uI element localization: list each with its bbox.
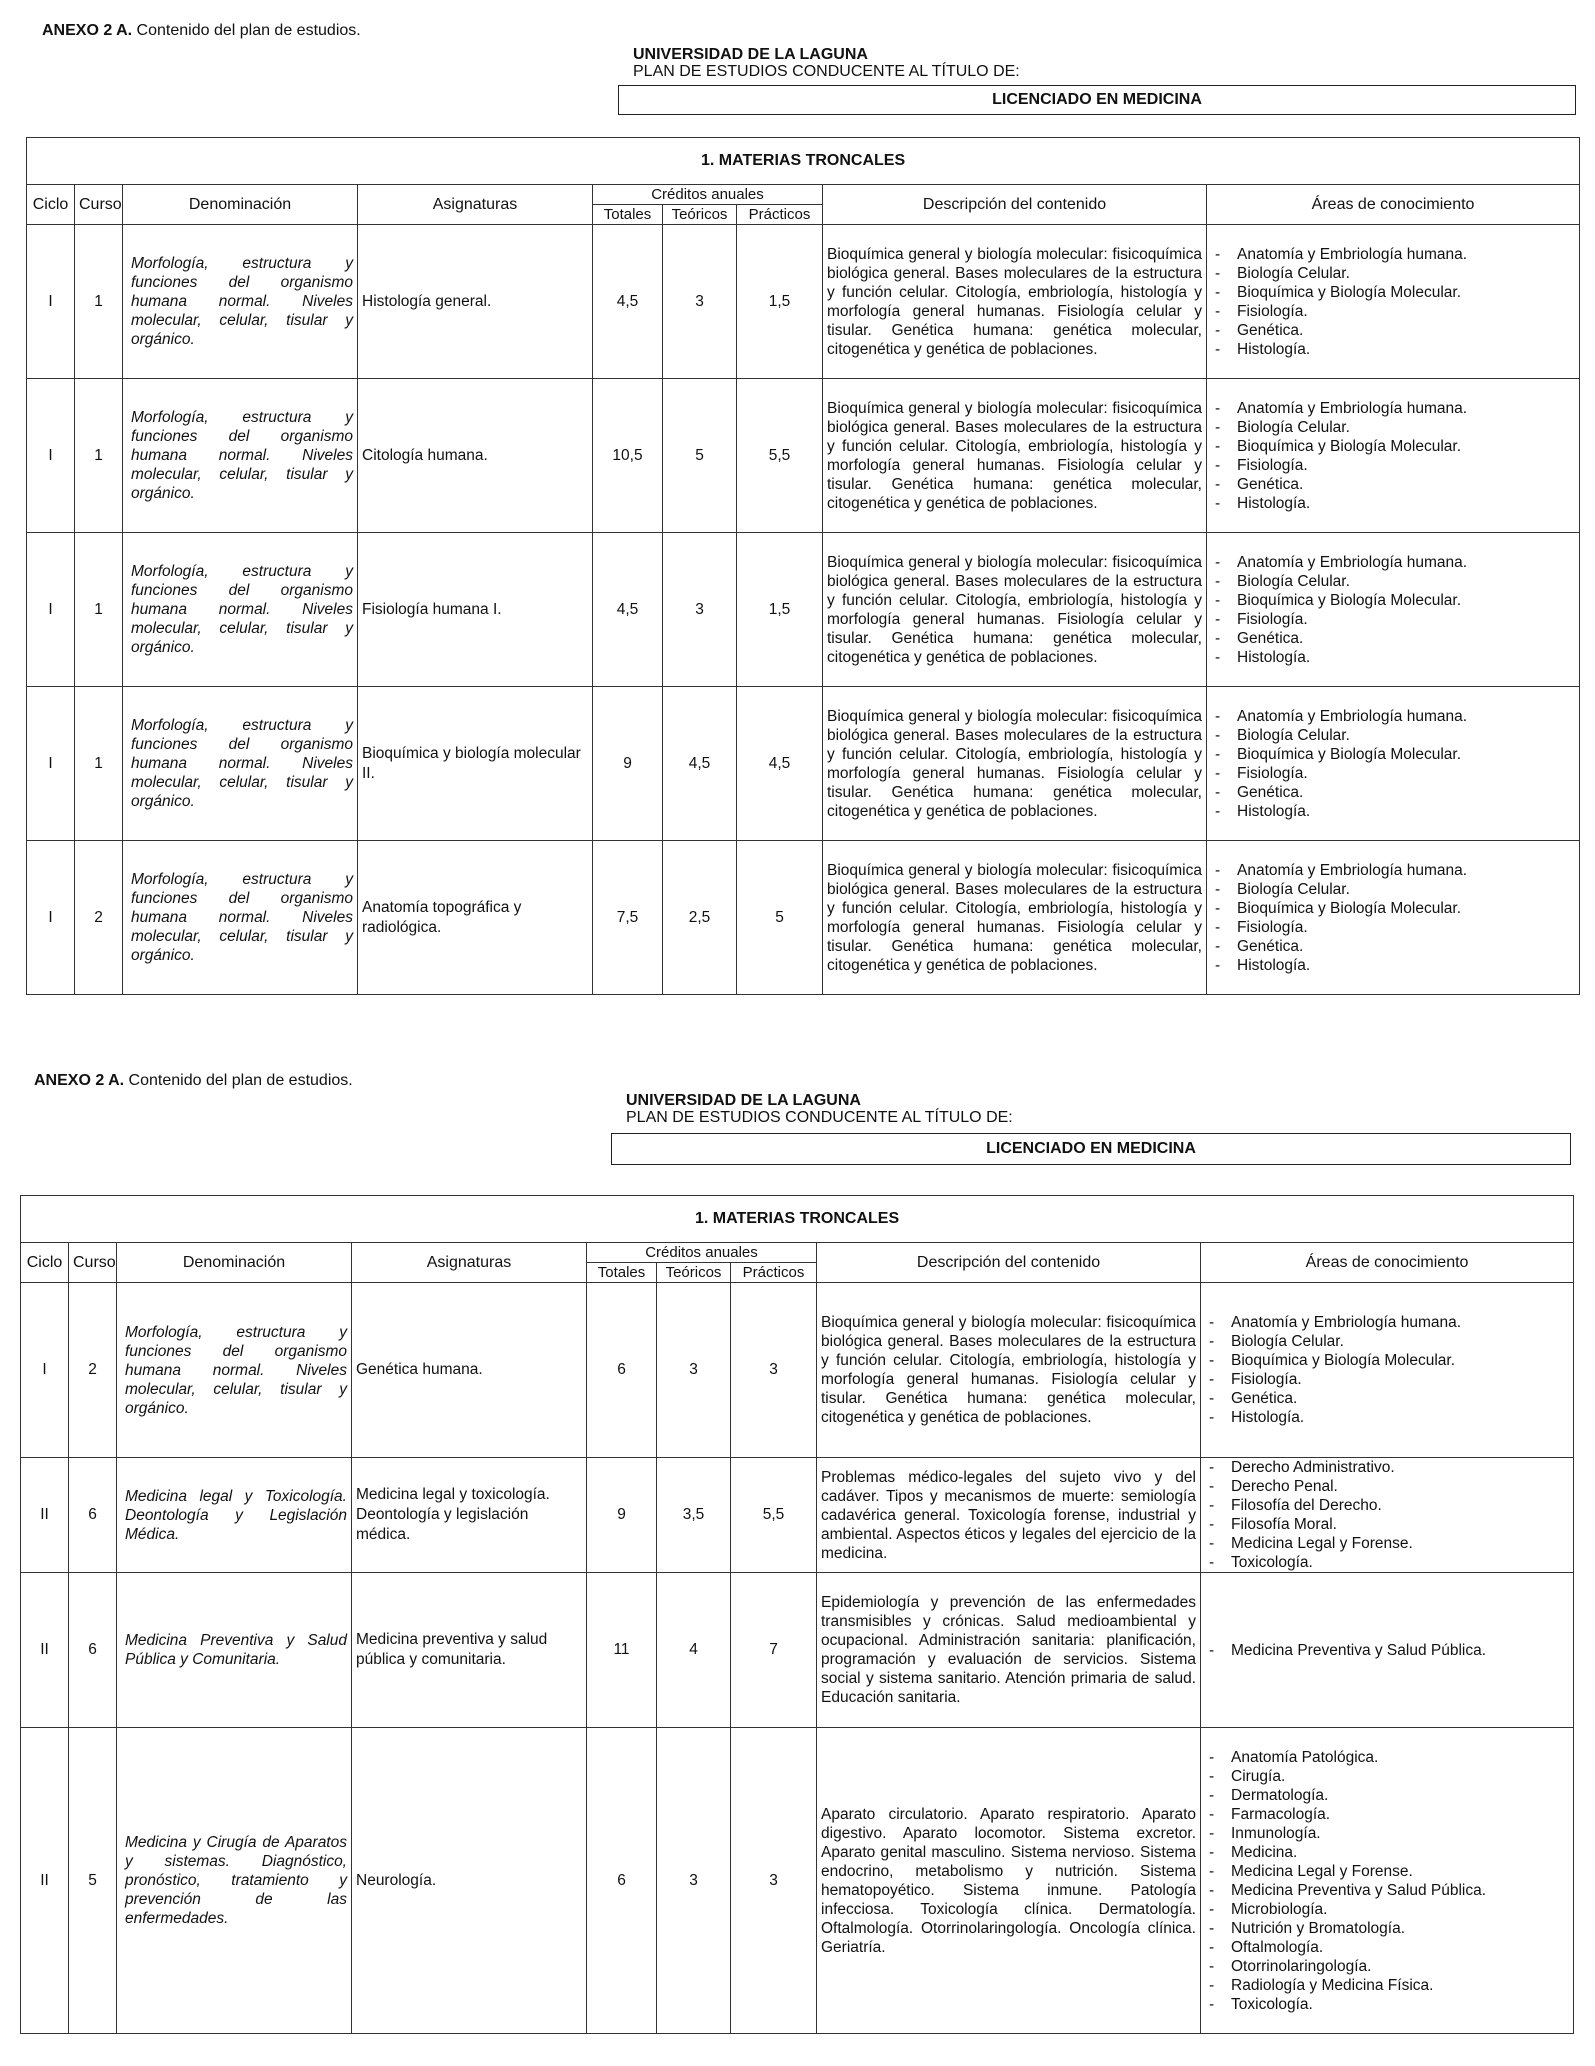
area-item: - Derecho Penal. [1209, 1477, 1569, 1496]
ciclo-cell: I [27, 379, 75, 533]
area-item: - Radiología y Medicina Física. [1209, 1976, 1569, 1995]
practicos-cell: 5 [737, 841, 823, 995]
section-title: 1. MATERIAS TRONCALES [21, 1196, 1574, 1243]
area-item: - Genética. [1215, 937, 1575, 956]
area-item: - Anatomía y Embriología humana. [1215, 861, 1575, 880]
descripcion-cell: Aparato circulatorio. Aparato respiratorio. Aparato digestivo. Aparato locomotor. Sistema excretor. Aparato genital masculino. Sistema nervioso. Sistema endocrino, metabolismo y nutrición. Sistema hematopoyético. Sistema inmune. Patología infecciosa. Toxicología clínica. Dermatología. Oftalmología. Otorrinolaringología. Oncología clínica. Geriatría. [817, 1728, 1201, 2034]
area-item: - Bioquímica y Biología Molecular. [1209, 1351, 1569, 1370]
denominacion-cell: Morfología, estructura y funciones del organismo humana normal. Niveles molecular, celular, tisular y orgánico. [123, 687, 358, 841]
area-item: - Oftalmología. [1209, 1938, 1569, 1957]
descripcion-cell: Bioquímica general y biología molecular: fisicoquímica biológica general. Bases moleculares de la estructura y función celular. Citología, embriología, histología y morfología general humanas. Fisiología celular y tisular. Genética humana: genética molecular, citogenética y genética de poblaciones. [823, 533, 1207, 687]
areas-list [1209, 1748, 1569, 2014]
annex-label: ANEXO 2 A. [42, 22, 133, 39]
table-body [21, 1283, 1574, 2034]
practicos-cell: 7 [731, 1573, 817, 1728]
section-title: 1. MATERIAS TRONCALES [27, 138, 1580, 185]
table-row [27, 225, 1580, 379]
area-item: - Inmunología. [1209, 1824, 1569, 1843]
denominacion-cell: Morfología, estructura y funciones del organismo humana normal. Niveles molecular, celular, tisular y orgánico. [123, 841, 358, 995]
curso-cell: 1 [75, 533, 123, 687]
col-curso: Curso [69, 1243, 117, 1283]
curso-cell: 2 [69, 1283, 117, 1458]
col-ciclo: Ciclo [21, 1243, 69, 1283]
teoricos-cell: 2,5 [663, 841, 737, 995]
area-item: - Histología. [1215, 494, 1575, 513]
area-item: - Histología. [1215, 956, 1575, 975]
area-item: - Toxicología. [1209, 1995, 1569, 2014]
descripcion-cell: Bioquímica general y biología molecular: fisicoquímica biológica general. Bases moleculares de la estructura y función celular. Citología, embriología, histología y morfología general humanas. Fisiología celular y tisular. Genética humana: genética molecular, citogenética y genética de poblaciones. [823, 225, 1207, 379]
teoricos-cell: 3 [663, 225, 737, 379]
area-item: - Biología Celular. [1215, 264, 1575, 283]
area-item: - Filosofía del Derecho. [1209, 1496, 1569, 1515]
areas-list [1215, 553, 1575, 667]
totales-cell: 6 [587, 1728, 657, 2034]
col-asignaturas: Asignaturas [352, 1243, 587, 1283]
table-row [27, 841, 1580, 995]
denominacion-cell: Medicina Preventiva y Salud Pública y Comunitaria. [117, 1573, 352, 1728]
university-heading [633, 46, 1020, 80]
area-item: - Anatomía y Embriología humana. [1215, 399, 1575, 418]
curso-cell: 6 [69, 1458, 117, 1573]
areas-cell [1201, 1573, 1574, 1728]
asignatura-cell: Citología humana. [358, 379, 593, 533]
ciclo-cell: I [27, 687, 75, 841]
curso-cell: 1 [75, 687, 123, 841]
denominacion-cell: Morfología, estructura y funciones del organismo humana normal. Niveles molecular, celular, tisular y orgánico. [123, 379, 358, 533]
areas-cell [1201, 1728, 1574, 2034]
totales-cell: 9 [587, 1458, 657, 1573]
area-item: - Bioquímica y Biología Molecular. [1215, 899, 1575, 918]
teoricos-cell: 3 [657, 1283, 731, 1458]
col-creditos: Créditos anuales [587, 1243, 817, 1263]
areas-list [1215, 245, 1575, 359]
practicos-cell: 5,5 [737, 379, 823, 533]
area-item: - Otorrinolaringología. [1209, 1957, 1569, 1976]
col-denominacion: Denominación [117, 1243, 352, 1283]
teoricos-cell: 3 [663, 533, 737, 687]
ciclo-cell: I [27, 225, 75, 379]
denominacion-cell: Morfología, estructura y funciones del organismo humana normal. Niveles molecular, celular, tisular y orgánico. [123, 225, 358, 379]
denominacion-cell: Morfología, estructura y funciones del organismo humana normal. Niveles molecular, celular, tisular y orgánico. [123, 533, 358, 687]
curso-cell: 1 [75, 225, 123, 379]
areas-cell [1207, 225, 1580, 379]
area-item: - Anatomía Patológica. [1209, 1748, 1569, 1767]
table-body [27, 225, 1580, 995]
plan-table [26, 137, 1580, 995]
col-descripcion: Descripción del contenido [817, 1243, 1201, 1283]
totales-cell: 4,5 [593, 533, 663, 687]
ciclo-cell: II [21, 1573, 69, 1728]
area-item: - Medicina. [1209, 1843, 1569, 1862]
area-item: - Fisiología. [1215, 456, 1575, 475]
university-name: UNIVERSIDAD DE LA LAGUNA [633, 46, 868, 63]
ciclo-cell: I [21, 1283, 69, 1458]
denominacion-cell: Morfología, estructura y funciones del organismo humana normal. Niveles molecular, celular, tisular y orgánico. [117, 1283, 352, 1458]
annex-text: Contenido del plan de estudios. [128, 1072, 353, 1089]
col-areas: Áreas de conocimiento [1201, 1243, 1574, 1283]
practicos-cell: 3 [731, 1728, 817, 2034]
area-item: - Fisiología. [1209, 1370, 1569, 1389]
area-item: - Biología Celular. [1215, 880, 1575, 899]
area-item: - Bioquímica y Biología Molecular. [1215, 283, 1575, 302]
totales-cell: 9 [593, 687, 663, 841]
annex-text: Contenido del plan de estudios. [136, 22, 361, 39]
curso-cell: 6 [69, 1573, 117, 1728]
plan-table [20, 1195, 1574, 2034]
totales-cell: 7,5 [593, 841, 663, 995]
university-name: UNIVERSIDAD DE LA LAGUNA [626, 1092, 861, 1109]
areas-cell [1207, 687, 1580, 841]
annex-label: ANEXO 2 A. [34, 1072, 125, 1089]
plan-title: PLAN DE ESTUDIOS CONDUCENTE AL TÍTULO DE: [626, 1109, 1013, 1126]
table-row [21, 1458, 1574, 1573]
practicos-cell: 1,5 [737, 225, 823, 379]
col-denominacion: Denominación [123, 185, 358, 225]
descripcion-cell: Epidemiología y prevención de las enfermedades transmisibles y crónicas. Salud medioambiental y ocupacional. Administración sanitaria: planificación, programación y evaluación de servicios. Sistema social y sistema sanitario. Atención primaria de salud. Educación sanitaria. [817, 1573, 1201, 1728]
area-item: - Biología Celular. [1215, 572, 1575, 591]
asignatura-cell: Fisiología humana I. [358, 533, 593, 687]
denominacion-cell: Medicina y Cirugía de Aparatos y sistemas. Diagnóstico, pronóstico, tratamiento y prevención de las enfermedades. [117, 1728, 352, 2034]
area-item: - Derecho Administrativo. [1209, 1458, 1569, 1477]
teoricos-cell: 5 [663, 379, 737, 533]
area-item: - Histología. [1209, 1408, 1569, 1427]
area-item: - Nutrición y Bromatología. [1209, 1919, 1569, 1938]
col-curso: Curso [75, 185, 123, 225]
area-item: - Fisiología. [1215, 302, 1575, 321]
areas-list [1215, 861, 1575, 975]
area-item: - Fisiología. [1215, 918, 1575, 937]
table-row [27, 687, 1580, 841]
asignatura-cell: Genética humana. [352, 1283, 587, 1458]
col-teoricos: Teóricos [663, 205, 737, 225]
annex-heading [42, 22, 361, 40]
area-item: - Dermatología. [1209, 1786, 1569, 1805]
totales-cell: 6 [587, 1283, 657, 1458]
areas-list [1215, 707, 1575, 821]
area-item: - Farmacología. [1209, 1805, 1569, 1824]
area-item: - Bioquímica y Biología Molecular. [1215, 745, 1575, 764]
ciclo-cell: II [21, 1458, 69, 1573]
area-item: - Bioquímica y Biología Molecular. [1215, 591, 1575, 610]
totales-cell: 10,5 [593, 379, 663, 533]
area-item: - Filosofía Moral. [1209, 1515, 1569, 1534]
curso-cell: 2 [75, 841, 123, 995]
descripcion-cell: Problemas médico-legales del sujeto vivo y del cadáver. Tipos y mecanismos de muerte: semiología cadavérica general. Toxicología forense, industrial y ambiental. Aspectos éticos y legales del ejercicio de la medicina. [817, 1458, 1201, 1573]
descripcion-cell: Bioquímica general y biología molecular: fisicoquímica biológica general. Bases moleculares de la estructura y función celular. Citología, embriología, histología y morfología general humanas. Fisiología celular y tisular. Genética humana: genética molecular, citogenética y genética de poblaciones. [817, 1283, 1201, 1458]
plan-title: PLAN DE ESTUDIOS CONDUCENTE AL TÍTULO DE: [633, 63, 1020, 80]
area-item: - Fisiología. [1215, 610, 1575, 629]
table-row [21, 1573, 1574, 1728]
area-item: - Anatomía y Embriología humana. [1215, 707, 1575, 726]
area-item: - Cirugía. [1209, 1767, 1569, 1786]
col-ciclo: Ciclo [27, 185, 75, 225]
asignatura-cell: Neurología. [352, 1728, 587, 2034]
area-item: - Anatomía y Embriología humana. [1209, 1313, 1569, 1332]
area-item: - Histología. [1215, 802, 1575, 821]
areas-cell [1201, 1458, 1574, 1573]
totales-cell: 11 [587, 1573, 657, 1728]
col-asignaturas: Asignaturas [358, 185, 593, 225]
degree-title: LICENCIADO EN MEDICINA [618, 85, 1576, 115]
areas-cell [1207, 533, 1580, 687]
denominacion-cell: Medicina legal y Toxicología. Deontología y Legislación Médica. [117, 1458, 352, 1573]
table-row [21, 1283, 1574, 1458]
areas-list [1209, 1641, 1569, 1660]
area-item: - Genética. [1209, 1389, 1569, 1408]
curso-cell: 1 [75, 379, 123, 533]
table-row [27, 379, 1580, 533]
col-descripcion: Descripción del contenido [823, 185, 1207, 225]
asignatura-cell: Anatomía topográfica y radiológica. [358, 841, 593, 995]
ciclo-cell: II [21, 1728, 69, 2034]
descripcion-cell: Bioquímica general y biología molecular: fisicoquímica biológica general. Bases moleculares de la estructura y función celular. Citología, embriología, histología y morfología general humanas. Fisiología celular y tisular. Genética humana: genética molecular, citogenética y genética de poblaciones. [823, 687, 1207, 841]
asignatura-cell: Bioquímica y biología molecular II. [358, 687, 593, 841]
asignatura-cell: Histología general. [358, 225, 593, 379]
area-item: - Histología. [1215, 648, 1575, 667]
descripcion-cell: Bioquímica general y biología molecular: fisicoquímica biológica general. Bases moleculares de la estructura y función celular. Citología, embriología, histología y morfología general humanas. Fisiología celular y tisular. Genética humana: genética molecular, citogenética y genética de poblaciones. [823, 379, 1207, 533]
areas-cell [1207, 841, 1580, 995]
col-creditos: Créditos anuales [593, 185, 823, 205]
area-item: - Anatomía y Embriología humana. [1215, 245, 1575, 264]
col-areas: Áreas de conocimiento [1207, 185, 1580, 225]
totales-cell: 4,5 [593, 225, 663, 379]
areas-list [1215, 399, 1575, 513]
area-item: - Genética. [1215, 629, 1575, 648]
teoricos-cell: 3,5 [657, 1458, 731, 1573]
practicos-cell: 1,5 [737, 533, 823, 687]
degree-title: LICENCIADO EN MEDICINA [611, 1133, 1571, 1165]
area-item: - Medicina Preventiva y Salud Pública. [1209, 1641, 1569, 1660]
area-item: - Fisiología. [1215, 764, 1575, 783]
teoricos-cell: 4,5 [663, 687, 737, 841]
col-practicos: Prácticos [737, 205, 823, 225]
areas-list [1209, 1458, 1569, 1572]
area-item: - Medicina Preventiva y Salud Pública. [1209, 1881, 1569, 1900]
ciclo-cell: I [27, 533, 75, 687]
area-item: - Anatomía y Embriología humana. [1215, 553, 1575, 572]
col-practicos: Prácticos [731, 1263, 817, 1283]
teoricos-cell: 4 [657, 1573, 731, 1728]
col-totales: Totales [593, 205, 663, 225]
ciclo-cell: I [27, 841, 75, 995]
practicos-cell: 5,5 [731, 1458, 817, 1573]
areas-cell [1201, 1283, 1574, 1458]
asignatura-cell: Medicina legal y toxicología. Deontología y legislación médica. [352, 1458, 587, 1573]
area-item: - Genética. [1215, 321, 1575, 340]
practicos-cell: 4,5 [737, 687, 823, 841]
table-row [27, 533, 1580, 687]
teoricos-cell: 3 [657, 1728, 731, 2034]
asignatura-cell: Medicina preventiva y salud pública y comunitaria. [352, 1573, 587, 1728]
areas-list [1209, 1313, 1569, 1427]
area-item: - Biología Celular. [1215, 418, 1575, 437]
university-heading [626, 1092, 1013, 1126]
col-totales: Totales [587, 1263, 657, 1283]
area-item: - Biología Celular. [1215, 726, 1575, 745]
area-item: - Biología Celular. [1209, 1332, 1569, 1351]
area-item: - Medicina Legal y Forense. [1209, 1862, 1569, 1881]
table-row [21, 1728, 1574, 2034]
area-item: - Microbiología. [1209, 1900, 1569, 1919]
annex-heading [34, 1072, 353, 1090]
area-item: - Genética. [1215, 783, 1575, 802]
area-item: - Toxicología. [1209, 1553, 1569, 1572]
curso-cell: 5 [69, 1728, 117, 2034]
area-item: - Histología. [1215, 340, 1575, 359]
area-item: - Medicina Legal y Forense. [1209, 1534, 1569, 1553]
area-item: - Genética. [1215, 475, 1575, 494]
descripcion-cell: Bioquímica general y biología molecular: fisicoquímica biológica general. Bases moleculares de la estructura y función celular. Citología, embriología, histología y morfología general humanas. Fisiología celular y tisular. Genética humana: genética molecular, citogenética y genética de poblaciones. [823, 841, 1207, 995]
col-teoricos: Teóricos [657, 1263, 731, 1283]
practicos-cell: 3 [731, 1283, 817, 1458]
areas-cell [1207, 379, 1580, 533]
area-item: - Bioquímica y Biología Molecular. [1215, 437, 1575, 456]
